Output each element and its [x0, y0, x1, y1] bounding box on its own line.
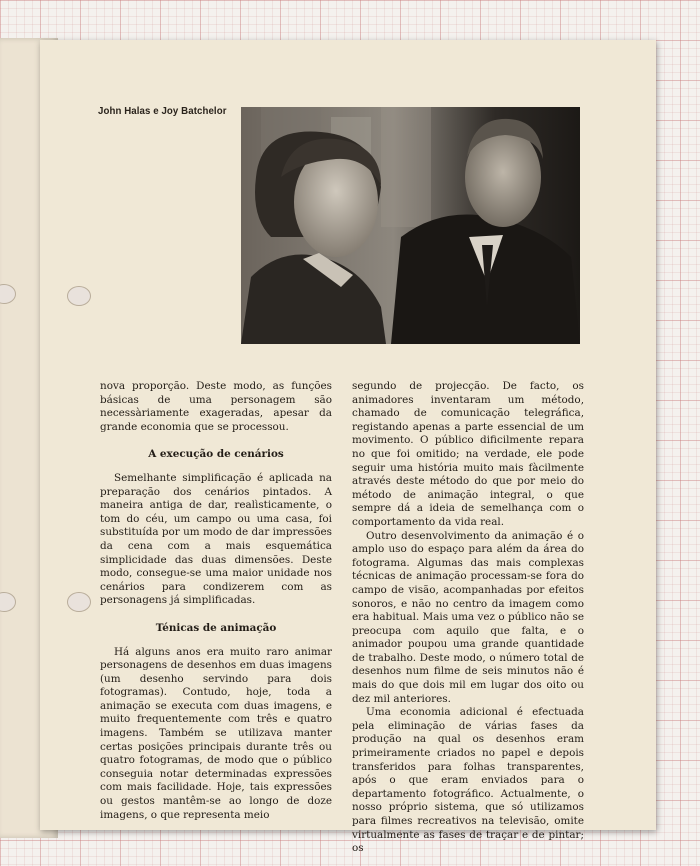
- binder-hole: [67, 592, 91, 612]
- section-heading: Ténicas de animação: [155, 621, 277, 634]
- left-text-column: [100, 380, 332, 822]
- document-page: [40, 40, 656, 855]
- right-text-column: [352, 380, 584, 856]
- paragraph: segundo de projecção. De facto, os animadores inventaram um método, chamado de comunicação telegráfica, registando apenas a parte essencial de um movimento. O público dificilmente repara no que foi omitido; na verdade, ele pode seguir uma história muito mais fàcilmente através deste método do que por meio do método de animação integral, o que sempre dá a ideia de semelhança com o comportamento da vida real.: [352, 380, 584, 528]
- binder-hole: [0, 592, 16, 612]
- paragraph: Há alguns anos era muito raro animar personagens de desenhos em duas imagens (um desenho servindo para dois fotogramas). Contudo, hoje, toda a animação se executa com duas imagens, e muito frequentemente com três e quatro imagens. Também se utilizava manter certas posições principais durante três ou quatro fotogramas, de modo que o público conseguia notar determinadas expressões com mais facilidade. Hoje, tais expressões ou gestos mantêm-se ao longo de doze imagens, o que representa meio: [100, 645, 332, 821]
- author-caption: John Halas e Joy Batchelor: [98, 105, 227, 117]
- paragraph: Uma economia adicional é efectuada pela eliminação de várias fases da produção na qual os desenhos eram primeiramente criados no papel e depois transferidos para folhas transparentes, após o que eram enviados para o departamento fotográfico. Actualmente, o nosso próprio sistema, que só utilizamos para filmes recreativos na televisão, omite virtualmente as fases de traçar e de pintar; os: [352, 706, 584, 855]
- binder-hole: [0, 284, 16, 304]
- binder-hole: [67, 286, 91, 306]
- section-heading: A execução de cenários: [148, 448, 284, 461]
- paragraph: nova proporção. Deste modo, as funções básicas de uma personagem são necessàriamente exageradas, apesar da grande economia que se processou.: [100, 380, 332, 433]
- paragraph: Outro desenvolvimento da animação é o amplo uso do espaço para além da área do fotograma. Algumas das mais complexas técnicas de animação processam-se fora do campo de visão, acompanhadas por efeitos sonoros, e não no centro da imagem como era habitual. Mais uma vez o público não se preocupa com aquilo que falta, e o animador poupou uma grande quantidade de trabalho. Deste modo, o número total de desenhos num filme de seis minutos não é mais do que dois mil em lugar dos oito ou dez mil anteriores.: [352, 529, 584, 705]
- portrait-photo-icon: [241, 107, 580, 344]
- paragraph: Semelhante simplificação é aplicada na preparação dos cenários pintados. A maneira antiga de dar, realìsticamente, o tom do céu, um campo ou uma casa, foi substituída por um modo de dar impressões da cena com a mais esquemática simplicidade das duas dimensões. Deste modo, consegue-se uma maior unidade nos cenários para condizerem com as personagens já simplificadas.: [100, 471, 332, 607]
